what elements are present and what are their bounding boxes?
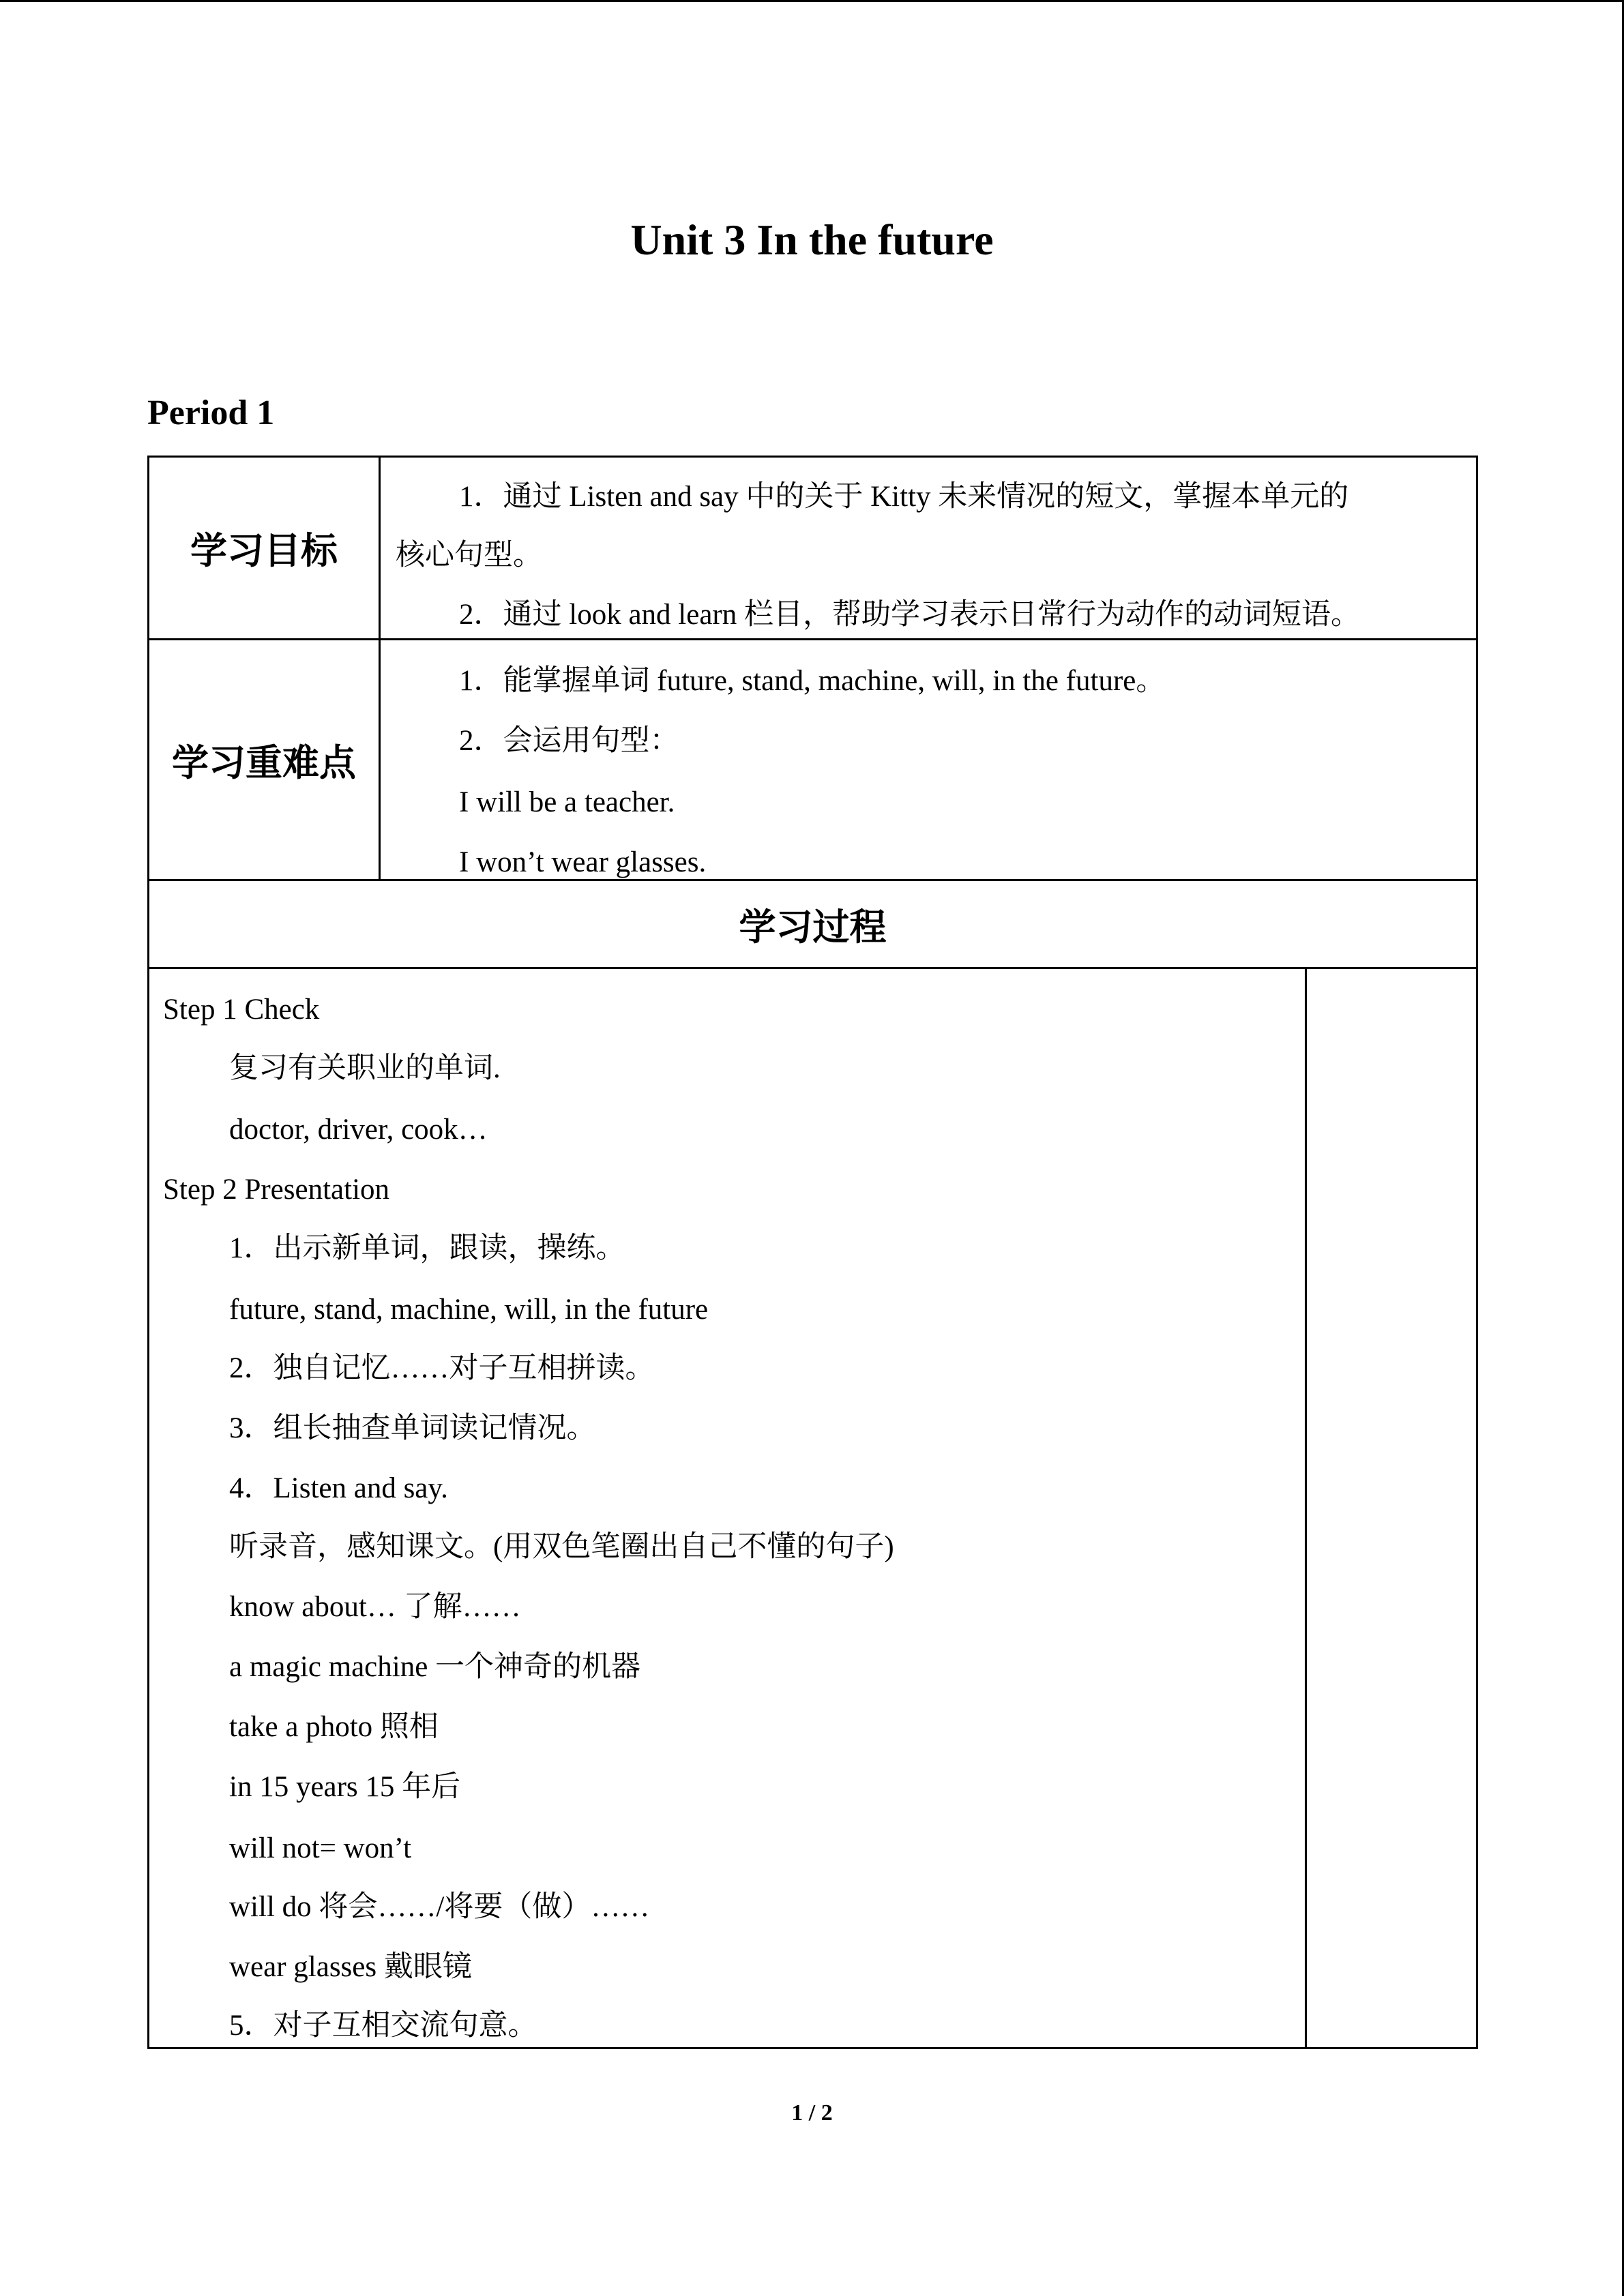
process-label: 学习过程: [739, 905, 887, 949]
list-item: 3．组长抽查单词读记情况。: [229, 1412, 596, 1444]
list-item: future, stand, machine, will, in the future: [229, 1294, 709, 1326]
list-item: in 15 years 15 年后: [229, 1771, 461, 1803]
key-points-line-1: 1．能掌握单词 future, stand, machine, will, in the future。: [459, 665, 1166, 697]
key-points-content-cell: [379, 638, 1478, 881]
objectives-content-cell: [379, 456, 1478, 640]
list-item: 2．独自记忆……对子互相拼读。: [229, 1352, 655, 1384]
step-2-heading: Step 2 Presentation: [163, 1174, 390, 1206]
step-1-heading: Step 1 Check: [163, 994, 320, 1026]
list-item: 1．出示新单词，跟读，操练。: [229, 1232, 625, 1264]
objectives-label-cell: [147, 456, 381, 640]
process-content-cell: [147, 967, 1307, 2049]
page-title: Unit 3 In the future: [630, 215, 994, 264]
list-item: take a photo 照相: [229, 1711, 439, 1743]
objectives-line-2: 2．通过 look and learn 栏目，帮助学习表示日常行为动作的动词短语。: [459, 599, 1360, 631]
key-points-label-cell: [147, 638, 381, 881]
key-points-line-2: 2．会运用句型：: [459, 725, 679, 757]
list-item: know about… 了解……: [229, 1591, 521, 1623]
key-points-line-4: I won’t wear glasses.: [459, 846, 707, 878]
list-item: will not= won’t: [229, 1832, 412, 1864]
list-item: 听录音，感知课文。(用双色笔圈出自己不懂的句子): [229, 1531, 894, 1563]
step-1-line-b: doctor, driver, cook…: [229, 1114, 488, 1146]
step-1-line-a: 复习有关职业的单词.: [229, 1052, 501, 1084]
list-item: will do 将会……/将要（做）……: [229, 1891, 650, 1923]
process-notes-cell: [1305, 967, 1478, 2049]
list-item: 5．对子互相交流句意。: [229, 2010, 537, 2042]
page-number: 1 / 2: [791, 2100, 833, 2126]
key-points-label: 学习重难点: [172, 741, 356, 784]
objectives-line-1b: 核心句型。: [396, 539, 542, 571]
key-points-line-3: I will be a teacher.: [459, 786, 675, 818]
objectives-label: 学习目标: [190, 529, 338, 572]
process-header-cell: [147, 879, 1478, 969]
top-border: [0, 0, 1624, 2]
list-item: a magic machine 一个神奇的机器: [229, 1651, 641, 1683]
objectives-line-1a: 1．通过 Listen and say 中的关于 Kitty 未来情况的短文，掌握本单元的: [459, 481, 1349, 513]
list-item: 4．Listen and say.: [229, 1472, 448, 1504]
period-heading: Period 1: [147, 393, 275, 432]
list-item: wear glasses 戴眼镜: [229, 1951, 472, 1983]
